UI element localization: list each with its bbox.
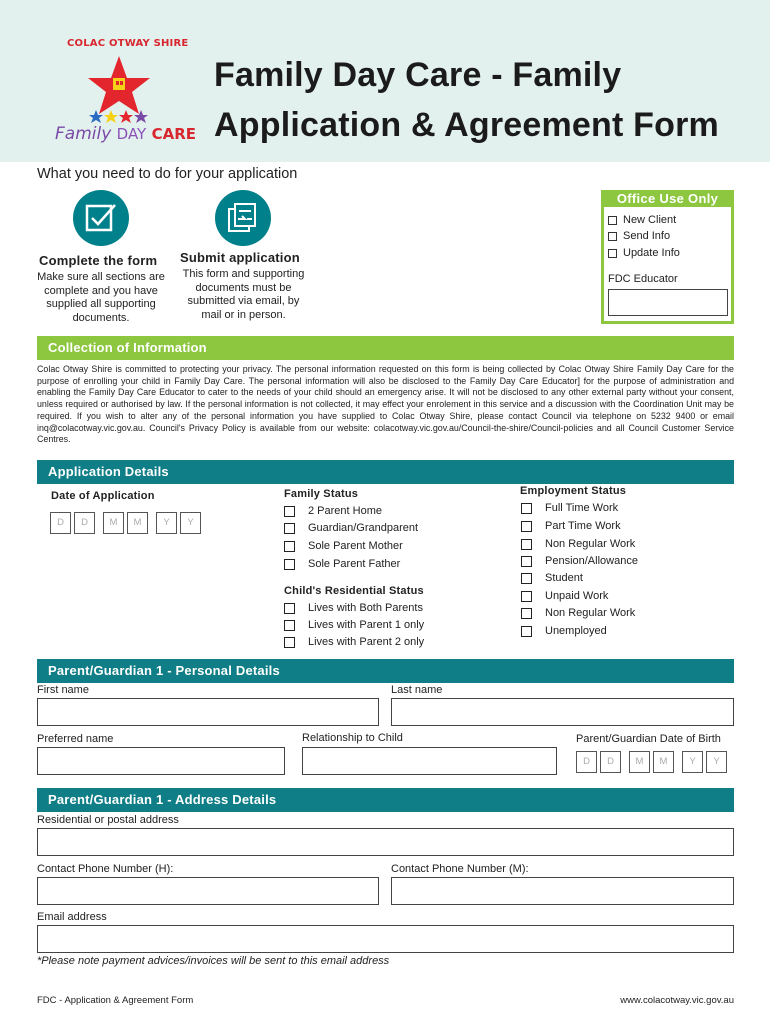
option-label: Lives with Parent 2 only <box>308 636 425 648</box>
step-complete-desc: Make sure all sections are complete and you have supplied all supporting documents. <box>37 271 165 324</box>
checkbox[interactable] <box>284 620 295 631</box>
date-box[interactable]: D <box>576 751 597 773</box>
logo-brand-family: Family <box>55 124 112 144</box>
date-box[interactable]: Y <box>180 512 201 534</box>
employment-status-label: Employment Status <box>520 485 627 497</box>
date-box[interactable]: D <box>600 751 621 773</box>
family-status-option[interactable] <box>284 522 418 534</box>
fdc-educator-label: FDC Educator <box>608 273 678 285</box>
personal-details-section-header: Parent/Guardian 1 - Personal Details <box>37 659 734 683</box>
residential-status-label: Child's Residential Status <box>284 585 424 597</box>
logo-brand-care: CARE <box>151 125 197 143</box>
application-section-header: Application Details <box>37 460 734 484</box>
checkbox[interactable] <box>521 539 532 550</box>
employment-status-option[interactable] <box>521 538 635 550</box>
option-label: Non Regular Work <box>545 538 636 550</box>
option-label: New Client <box>623 214 677 226</box>
logo-org-name: COLAC OTWAY SHIRE <box>67 38 189 49</box>
employment-status-option[interactable] <box>521 572 583 584</box>
intro-subtitle: What you need to do for your application <box>37 166 298 182</box>
option-label: Guardian/Grandparent <box>308 522 419 534</box>
checkbox[interactable] <box>284 637 295 648</box>
checkbox[interactable] <box>608 232 617 241</box>
checkbox[interactable] <box>284 523 295 534</box>
checkbox[interactable] <box>521 521 532 532</box>
option-label: Full Time Work <box>545 502 619 514</box>
logo-brand-day: DAY <box>116 125 147 143</box>
date-box[interactable]: M <box>629 751 650 773</box>
option-label: Send Info <box>623 230 671 242</box>
checkbox[interactable] <box>521 608 532 619</box>
relationship-label: Relationship to Child <box>302 732 403 744</box>
page-title-line1: Family Day Care - Family <box>214 56 622 94</box>
option-label: Update Info <box>623 247 680 259</box>
checkbox[interactable] <box>608 249 617 258</box>
footer-website: www.colacotway.vic.gov.au <box>620 995 734 1006</box>
collection-section-header: Collection of Information <box>37 336 734 360</box>
checkbox[interactable] <box>521 591 532 602</box>
preferred-name-label: Preferred name <box>37 733 114 745</box>
office-use-title: Office Use Only <box>616 191 719 206</box>
phone-mobile-field[interactable] <box>391 877 734 905</box>
email-label: Email address <box>37 911 107 923</box>
privacy-statement: Colac Otway Shire is committed to protecting your privacy. The personal information requested on this form is being collected by Colac Otway Shire Family Day Care for the purpose of enrolling your child in Family Day Care. The personal information will also be disclosed to the Family Day Care Educator] for the purpose of administration and enabling the Family Day Care Educator to cater to the needs of your child should an emergency arise. It will not be disclosed to any other external party without your consent, unless required or authorised by law. If the personal information is not collected, it may effect your enrolement in this service and a discussion with the Coordination Unit may be required. If you wish to alter any of the personal information you have supplied to Colac Otway Shire, please contact Council via telephone on 5232 9400 or email inq@colacotway.vic.gov.au. Council's Privacy Policy is available from our website: colacotway.vic.gov.au/Council-the-shire/Council-policies and all Council Customer Service Centres. <box>37 364 734 445</box>
checkbox[interactable] <box>284 506 295 517</box>
checkbox[interactable] <box>521 573 532 584</box>
date-box[interactable]: D <box>74 512 95 534</box>
option-label: Unemployed <box>545 625 607 637</box>
checkbox[interactable] <box>284 541 295 552</box>
family-status-label: Family Status <box>284 488 359 500</box>
employment-status-option[interactable] <box>521 590 608 602</box>
checkbox[interactable] <box>521 556 532 567</box>
employment-status-option[interactable] <box>521 625 607 637</box>
date-box[interactable]: D <box>50 512 71 534</box>
residential-status-option[interactable] <box>284 602 423 614</box>
residential-address-label: Residential or postal address <box>37 814 179 826</box>
dob-label: Parent/Guardian Date of Birth <box>576 733 721 745</box>
page-title-line2: Application & Agreement Form <box>214 106 719 144</box>
family-day-care-logo <box>55 38 197 163</box>
date-box[interactable]: M <box>127 512 148 534</box>
logo-brand <box>55 124 196 144</box>
employment-status-option[interactable] <box>521 520 621 532</box>
option-label: Sole Parent Father <box>308 558 401 570</box>
checkbox[interactable] <box>284 603 295 614</box>
family-status-option[interactable] <box>284 558 400 570</box>
option-label: Unpaid Work <box>545 590 609 602</box>
last-name-label: Last name <box>391 684 443 696</box>
checkbox[interactable] <box>284 559 295 570</box>
fdc-educator-field[interactable] <box>608 289 728 316</box>
date-of-application-input[interactable] <box>50 512 204 534</box>
office-use-panel <box>601 190 734 324</box>
last-name-field[interactable] <box>391 698 734 726</box>
option-label: Pension/Allowance <box>545 555 638 567</box>
footer-form-name: FDC - Application & Agreement Form <box>37 995 194 1006</box>
checkbox[interactable] <box>521 503 532 514</box>
first-name-label: First name <box>37 684 89 696</box>
preferred-name-field[interactable] <box>37 747 285 775</box>
option-label: Sole Parent Mother <box>308 540 403 552</box>
residential-address-field[interactable] <box>37 828 734 856</box>
office-option-send-info[interactable] <box>608 230 670 242</box>
option-label: Student <box>545 572 583 584</box>
date-box[interactable]: Y <box>706 751 727 773</box>
option-label: Lives with Parent 1 only <box>308 619 425 631</box>
step-submit-title: Submit application <box>180 250 300 265</box>
family-status-option[interactable] <box>284 505 382 517</box>
email-note: *Please note payment advices/invoices will be sent to this email address <box>37 955 390 967</box>
dob-input[interactable] <box>576 751 730 773</box>
checkbox[interactable] <box>521 626 532 637</box>
checkbox[interactable] <box>608 216 617 225</box>
date-of-application-label: Date of Application <box>51 490 155 502</box>
date-box[interactable]: Y <box>682 751 703 773</box>
option-label: Lives with Both Parents <box>308 602 423 614</box>
checkbox-icon <box>73 190 129 246</box>
phone-home-label: Contact Phone Number (H): <box>37 863 174 875</box>
relationship-field[interactable] <box>302 747 557 775</box>
first-name-field[interactable] <box>37 698 379 726</box>
date-box[interactable]: Y <box>156 512 177 534</box>
date-box[interactable]: M <box>103 512 124 534</box>
phone-mobile-label: Contact Phone Number (M): <box>391 863 529 875</box>
office-use-body <box>604 207 731 321</box>
residential-status-option[interactable] <box>284 636 424 648</box>
step-submit-desc: This form and supporting documents must be submitted via email, by mail or in person. <box>182 268 305 321</box>
page-header <box>0 0 770 162</box>
address-details-section-header: Parent/Guardian 1 - Address Details <box>37 788 734 812</box>
office-option-update-info[interactable] <box>608 247 680 259</box>
step-complete-title: Complete the form <box>39 253 158 268</box>
residential-status-option[interactable] <box>284 619 424 631</box>
family-status-option[interactable] <box>284 540 403 552</box>
option-label: Part Time Work <box>545 520 621 532</box>
email-field[interactable] <box>37 925 734 953</box>
documents-icon <box>215 190 271 246</box>
date-box[interactable]: M <box>653 751 674 773</box>
employment-status-option[interactable] <box>521 607 635 619</box>
office-option-new-client[interactable] <box>608 214 676 226</box>
option-label: 2 Parent Home <box>308 505 382 517</box>
page-title <box>214 50 719 150</box>
employment-status-option[interactable] <box>521 555 638 567</box>
employment-status-option[interactable] <box>521 502 618 514</box>
phone-home-field[interactable] <box>37 877 379 905</box>
option-label: Non Regular Work <box>545 607 636 619</box>
